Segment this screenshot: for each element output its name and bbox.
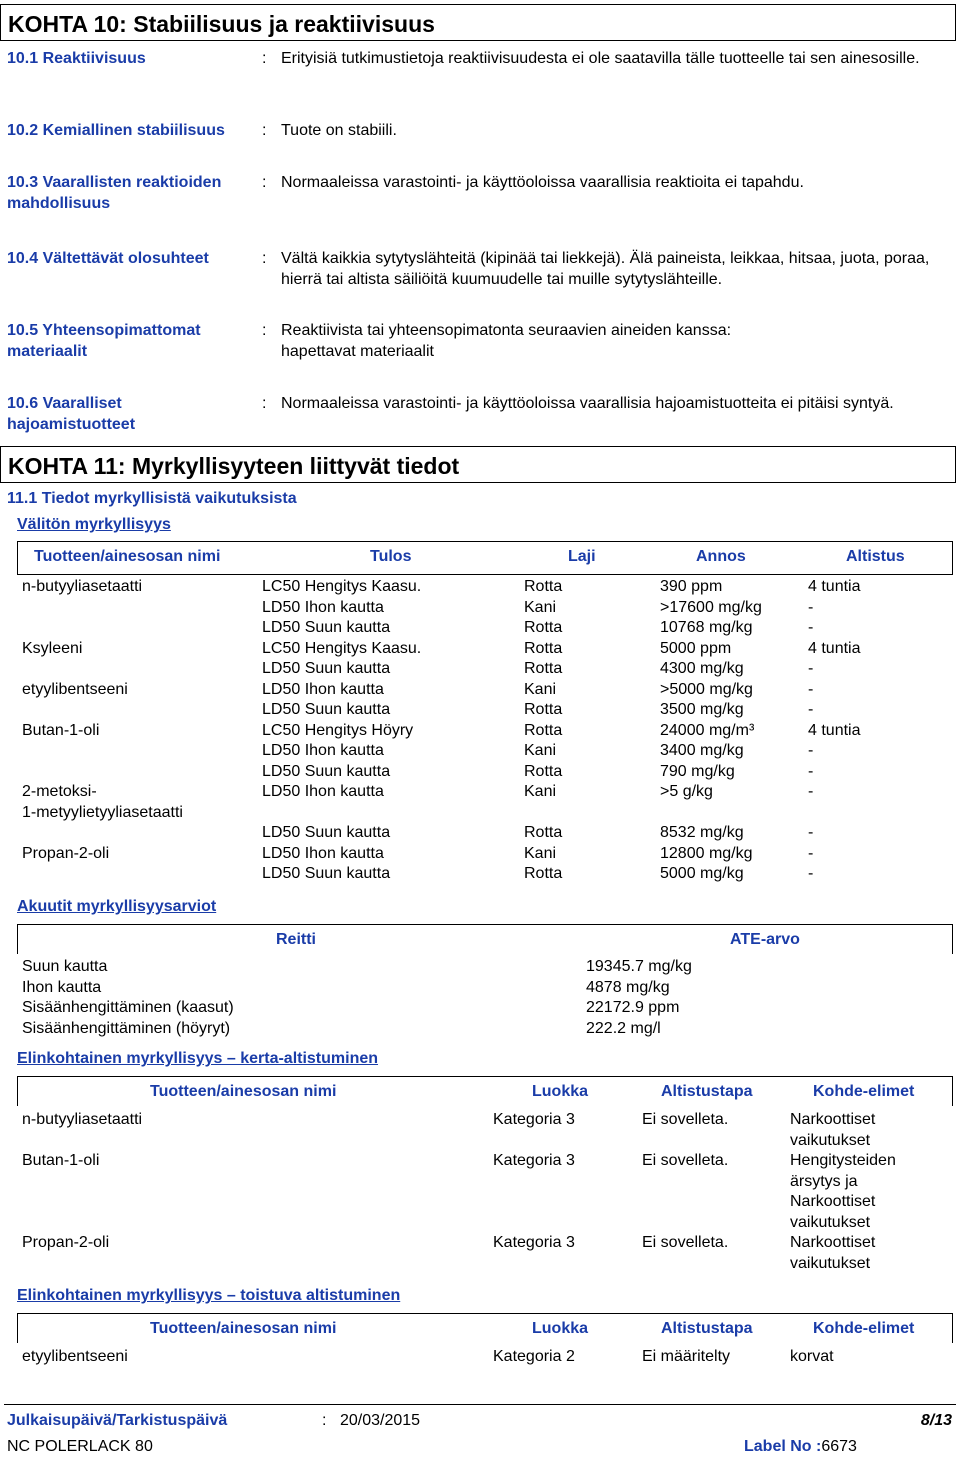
result-cell: LC50 Hengitys Höyry: [262, 721, 414, 739]
stot-repeated-header: [17, 1313, 953, 1343]
result-cell: LD50 Suun kautta: [262, 660, 391, 677]
species-cell: Rotta: [524, 660, 563, 677]
acute-toxicity-table: [17, 577, 953, 885]
result-cell: LD50 Suun kautta: [262, 865, 391, 882]
result-cell: LD50 Ihon kautta: [262, 783, 384, 800]
table-row: [17, 1110, 953, 1151]
ate-value-cell: 19345.7 mg/kg: [586, 958, 692, 975]
target-organs-line: ärsytys ja: [790, 1172, 858, 1190]
table-row: [17, 1151, 953, 1233]
ate-value-cell: 222.2 mg/l: [586, 1019, 661, 1037]
header-species: Laji: [568, 548, 596, 565]
stability-text: Tuote on stabiili.: [281, 122, 397, 139]
header-dose: Annos: [696, 548, 746, 565]
route-cell: Sisäänhengittäminen (höyryt): [22, 1019, 231, 1037]
table-row: [17, 998, 817, 1019]
target-organs-line: korvat: [790, 1348, 834, 1365]
header-route: Altistustapa: [661, 1320, 753, 1337]
product-name-cell: [17, 659, 257, 680]
result-cell: LC50 Hengitys Kaasu.: [262, 639, 422, 657]
exposure-cell: -: [808, 762, 814, 780]
section-10-title: KOHTA 10: Stabiilisuus ja reaktiivisuus: [0, 4, 956, 41]
header-product-name: Tuotteen/ainesosan nimi: [150, 1320, 337, 1337]
exposure-cell: -: [808, 742, 814, 759]
colon: :: [262, 322, 267, 339]
route-cell: Sisäänhengittäminen (kaasut): [22, 999, 234, 1016]
product-name-cell: [17, 741, 257, 762]
footer-date-label: Julkaisupäivä/Tarkistuspäivä: [7, 1412, 228, 1429]
colon: :: [262, 50, 267, 67]
header-product-name: Tuotteen/ainesosan nimi: [34, 548, 221, 565]
table-row: [17, 782, 953, 803]
result-cell: LC50 Hengitys Kaasu.: [262, 578, 422, 595]
result-cell: LD50 Ihon kautta: [262, 844, 384, 862]
header-route: Reitti: [276, 931, 316, 948]
species-cell: Kani: [524, 742, 557, 759]
species-cell: Kani: [524, 598, 557, 616]
stability-label: 10.2 Kemiallinen stabiilisuus: [7, 122, 225, 139]
reactivity-label: 10.1 Reaktiivisuus: [7, 50, 146, 67]
dose-cell: 390 ppm: [660, 578, 723, 595]
table-row: [17, 823, 953, 844]
product-name-cell: Ksyleeni: [22, 639, 83, 657]
dose-cell: 3500 mg/kg: [660, 701, 744, 718]
dose-cell: 790 mg/kg: [660, 762, 735, 780]
exposure-cell: -: [808, 865, 814, 882]
product-name-cell: Propan-2-oli: [22, 1234, 110, 1251]
stot-single-heading: Elinkohtainen myrkyllisyys – kerta-altistuminen: [17, 1050, 379, 1067]
header-product-name: Tuotteen/ainesosan nimi: [150, 1083, 337, 1100]
exposure-cell: -: [808, 680, 814, 698]
exposure-cell: 4 tuntia: [808, 639, 861, 657]
result-cell: LD50 Suun kautta: [262, 762, 391, 780]
stot-repeated-heading: Elinkohtainen myrkyllisyys – toistuva altistuminen: [17, 1287, 401, 1304]
product-name-cell: [17, 618, 257, 639]
species-cell: Kani: [524, 783, 557, 800]
header-result: Tulos: [370, 548, 412, 565]
product-name-cell: n-butyyliasetaatti: [22, 578, 143, 595]
product-name-cell: 1-metyylietyyliasetaatti: [22, 803, 183, 821]
product-name-cell: etyylibentseeni: [22, 1348, 128, 1365]
section-11-title: KOHTA 11: Myrkyllisyyteen liittyvät tiedot: [0, 446, 956, 483]
acute-toxicity-header: [17, 541, 953, 575]
decomposition-products-text: Normaaleissa varastointi- ja käyttöoloissa vaarallisia hajoamistuotteita ei pitäisi syntyä.: [281, 395, 894, 412]
result-cell: [257, 803, 519, 824]
label-no-value: 6673: [821, 1438, 857, 1455]
decomposition-products-label: 10.6 Vaaralliset hajoamistuotteet: [7, 395, 136, 433]
footer-divider: [4, 1404, 956, 1405]
table-row: [17, 741, 953, 762]
route-cell: Suun kautta: [22, 958, 108, 975]
acute-toxicity-heading: Välitön myrkyllisyys: [17, 516, 171, 533]
table-row: [17, 577, 953, 598]
product-name-cell: Butan-1-oli: [22, 1152, 100, 1169]
ate-value-cell: 4878 mg/kg: [586, 978, 670, 996]
result-cell: LD50 Suun kautta: [262, 701, 391, 718]
exposure-cell: [803, 803, 953, 824]
stot-single-table: [17, 1110, 953, 1274]
product-name-cell: [17, 864, 257, 885]
exposure-cell: 4 tuntia: [808, 578, 861, 595]
target-organs-line: vaikutukset: [790, 1131, 871, 1149]
result-cell: LD50 Ihon kautta: [262, 742, 384, 759]
target-organs-line: vaikutukset: [790, 1254, 871, 1272]
result-cell: LD50 Suun kautta: [262, 824, 391, 841]
table-row: [17, 598, 953, 619]
exposure-cell: 4 tuntia: [808, 721, 861, 739]
header-category: Luokka: [532, 1083, 589, 1100]
stot-repeated-table: [17, 1347, 953, 1368]
exposure-cell: -: [808, 660, 814, 677]
product-name-cell: 2-metoksi-: [22, 783, 97, 800]
species-cell: Rotta: [524, 824, 563, 841]
target-organs-cell: [785, 1110, 953, 1151]
header-exposure: Altistus: [846, 548, 905, 565]
table-row: [17, 659, 953, 680]
dose-cell: >5000 mg/kg: [660, 680, 753, 698]
dose-cell: 3400 mg/kg: [660, 742, 744, 759]
colon: :: [262, 122, 267, 139]
ate-header: [17, 924, 953, 954]
product-name-cell: n-butyyliasetaatti: [22, 1111, 143, 1128]
table-row: [17, 721, 953, 742]
dose-cell: 4300 mg/kg: [660, 660, 744, 677]
exposure-cell: -: [808, 783, 814, 800]
table-row: [17, 639, 953, 660]
category-cell: Kategoria 2: [493, 1348, 575, 1365]
species-cell: Rotta: [524, 865, 563, 882]
label-no-prefix: Label No :: [744, 1438, 822, 1455]
table-row: [17, 762, 953, 783]
dose-cell: 5000 mg/kg: [660, 865, 744, 882]
exposure-cell: -: [808, 844, 814, 862]
result-cell: LD50 Ihon kautta: [262, 680, 384, 698]
species-cell: Rotta: [524, 701, 563, 718]
target-organs-cell: [785, 1151, 953, 1233]
target-organs-line: Narkoottiset: [790, 1111, 876, 1128]
colon: :: [262, 395, 267, 412]
ate-heading: Akuutit myrkyllisyysarviot: [17, 898, 217, 915]
conditions-to-avoid-text: Vältä kaikkia sytytyslähteitä (kipinää tai liekkejä). Älä paineista, leikkaa, hitsaa, juota, poraa, hierrä tai altista säiliöitä kuumuudelle tai muille sytytyslähteille.: [281, 250, 930, 288]
table-row: [17, 1233, 953, 1274]
product-name-cell: Propan-2-oli: [22, 844, 110, 862]
table-row: [17, 957, 817, 978]
species-cell: Rotta: [524, 578, 563, 595]
hazardous-reactions-label: 10.3 Vaarallisten reaktioiden mahdollisuus: [7, 174, 222, 212]
exposure-cell: -: [808, 701, 814, 718]
species-cell: Rotta: [524, 762, 563, 780]
table-row: [17, 1019, 817, 1040]
header-ate-value: ATE-arvo: [730, 931, 800, 948]
result-cell: LD50 Ihon kautta: [262, 598, 384, 616]
target-organs-cell: [785, 1347, 953, 1368]
table-row: [17, 844, 953, 865]
table-row: [17, 680, 953, 701]
category-cell: Kategoria 3: [493, 1111, 575, 1128]
product-name-cell: [17, 823, 257, 844]
result-cell: LD50 Suun kautta: [262, 619, 391, 636]
target-organs-line: vaikutukset: [790, 1213, 871, 1231]
route-cell: Ei sovelleta.: [642, 1234, 729, 1251]
table-row: [17, 978, 817, 999]
exposure-cell: -: [808, 619, 814, 636]
dose-cell: 24000 mg/m³: [660, 721, 755, 739]
dose-cell: [655, 803, 803, 824]
reactivity-text: Erityisiä tutkimustietoja reaktiivisuudesta ei ole saatavilla tälle tuotteelle tai sen ainesosille.: [281, 50, 920, 67]
page-number: 8/13: [920, 1412, 952, 1429]
table-row: [17, 803, 953, 824]
ate-table: [17, 957, 817, 1039]
table-row: [17, 618, 953, 639]
header-target-organs: Kohde-elimet: [813, 1320, 915, 1337]
label-number: [744, 1438, 857, 1456]
species-cell: Rotta: [524, 639, 563, 657]
exposure-cell: -: [808, 598, 814, 616]
dose-cell: 12800 mg/kg: [660, 844, 753, 862]
target-organs-cell: [785, 1233, 953, 1274]
ate-value-cell: 22172.9 ppm: [586, 999, 680, 1016]
category-cell: Kategoria 3: [493, 1234, 575, 1251]
table-row: [17, 700, 953, 721]
stot-single-header: [17, 1076, 953, 1106]
dose-cell: >17600 mg/kg: [660, 598, 762, 616]
species-cell: Rotta: [524, 721, 563, 739]
footer-date: 20/03/2015: [340, 1412, 421, 1429]
species-cell: Rotta: [524, 619, 563, 636]
dose-cell: 8532 mg/kg: [660, 824, 744, 841]
footer-colon: :: [322, 1412, 327, 1429]
incompatible-materials-label: 10.5 Yhteensopimattomat materiaalit: [7, 322, 201, 360]
table-row: [17, 1347, 953, 1368]
dose-cell: 5000 ppm: [660, 639, 732, 657]
conditions-to-avoid-label: 10.4 Vältettävät olosuhteet: [7, 250, 209, 267]
target-organs-line: Narkoottiset: [790, 1234, 876, 1251]
section-11-subtitle: 11.1 Tiedot myrkyllisistä vaikutuksista: [7, 490, 297, 507]
category-cell: Kategoria 3: [493, 1152, 575, 1169]
route-cell: Ei sovelleta.: [642, 1152, 729, 1169]
product-name-cell: etyylibentseeni: [22, 680, 128, 698]
target-organs-line: Hengitysteiden: [790, 1152, 896, 1169]
table-row: [17, 864, 953, 885]
product-name-cell: Butan-1-oli: [22, 721, 100, 739]
species-cell: Kani: [524, 844, 557, 862]
dose-cell: >5 g/kg: [660, 783, 713, 800]
route-cell: Ihon kautta: [22, 978, 102, 996]
product-name: NC POLERLACK 80: [7, 1438, 153, 1455]
exposure-cell: -: [808, 824, 814, 841]
route-cell: Ei määritelty: [642, 1348, 731, 1365]
product-name-cell: [17, 700, 257, 721]
colon: :: [262, 250, 267, 267]
dose-cell: 10768 mg/kg: [660, 619, 753, 636]
product-name-cell: [17, 762, 257, 783]
colon: :: [262, 174, 267, 191]
header-category: Luokka: [532, 1320, 589, 1337]
species-cell: [519, 803, 655, 824]
species-cell: Kani: [524, 680, 557, 698]
target-organs-line: Narkoottiset: [790, 1193, 876, 1210]
incompatible-materials-text: Reaktiivista tai yhteensopimatonta seuraavien aineiden kanssa: hapettavat materiaalit: [281, 322, 732, 360]
hazardous-reactions-text: Normaaleissa varastointi- ja käyttöoloissa vaarallisia reaktioita ei tapahdu.: [281, 174, 804, 191]
route-cell: Ei sovelleta.: [642, 1111, 729, 1128]
product-name-cell: [17, 598, 257, 619]
header-target-organs: Kohde-elimet: [813, 1083, 915, 1100]
header-route: Altistustapa: [661, 1083, 753, 1100]
